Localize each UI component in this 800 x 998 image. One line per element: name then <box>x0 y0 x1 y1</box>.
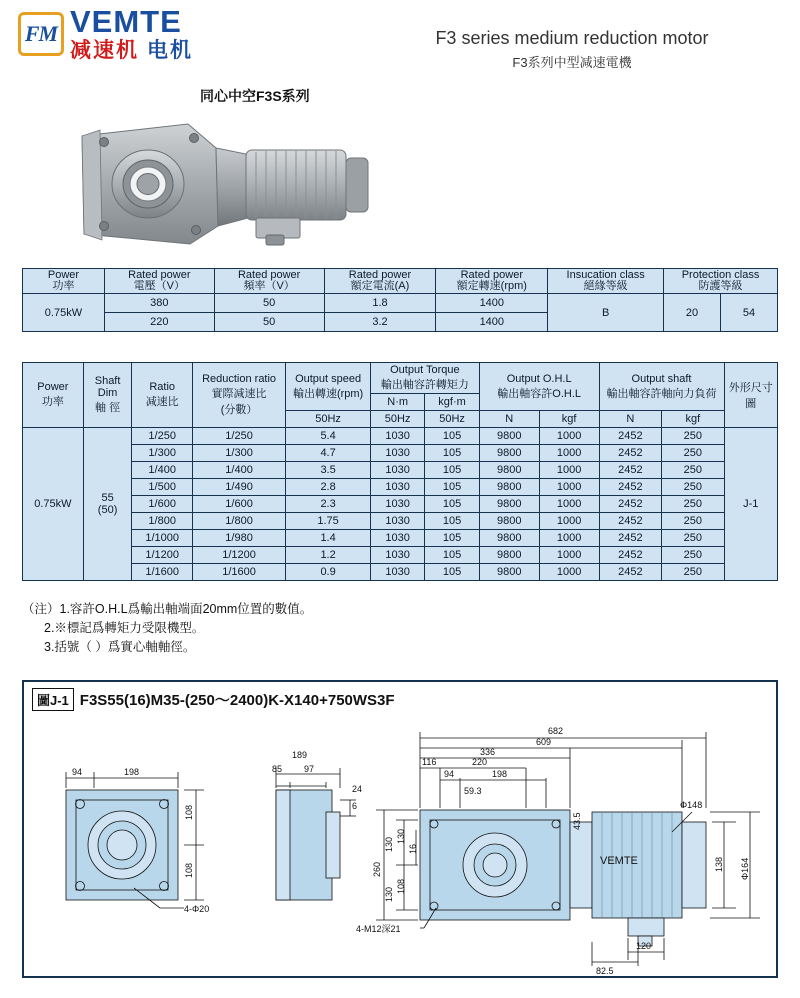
cell-axial-n: 2452 <box>599 564 662 581</box>
th-unit-nm: N·m <box>370 394 424 411</box>
cell-ohl-n: 9800 <box>479 547 539 564</box>
title-english: F3 series medium reduction motor <box>435 28 709 48</box>
cell-torque-nm: 1030 <box>370 479 424 496</box>
brand-name: VEMTE <box>70 4 182 39</box>
cell-ratio: 1/1000 <box>132 530 192 547</box>
table-header-row <box>23 269 778 294</box>
table-row <box>23 462 778 479</box>
dim-198: 198 <box>124 767 140 777</box>
cell-torque-kgfm: 105 <box>425 513 479 530</box>
th-output-speed: Output speed 輸出轉速(rpm) <box>286 363 371 411</box>
cell-frequency: 50 <box>214 294 324 313</box>
cell-frequency: 50 <box>214 313 324 332</box>
th-current: Rated power 額定電流(A) <box>324 269 436 294</box>
cell-axial-kgf: 250 <box>662 564 724 581</box>
cell-real-ratio: 1/250 <box>192 428 285 445</box>
table-header-row <box>23 363 778 394</box>
dim-hole-mid: 4-M12深21 <box>356 924 401 934</box>
cell-speed: 1400 <box>436 313 548 332</box>
th-ratio: Ratio 减速比 <box>132 363 192 428</box>
cell-axial-kgf: 250 <box>662 479 724 496</box>
cell-torque-nm: 1030 <box>370 462 424 479</box>
cell-speed: 1400 <box>436 294 548 313</box>
cell-real-ratio: 1/1600 <box>192 564 285 581</box>
cell-ohl-n: 9800 <box>479 530 539 547</box>
cell-voltage: 380 <box>104 294 214 313</box>
assembly-view <box>376 732 760 966</box>
dim-120: 120 <box>636 941 652 951</box>
th-unit-speed: 50Hz <box>286 411 371 428</box>
middle-side-view <box>276 768 356 900</box>
product-photo <box>0 108 800 258</box>
page-header <box>0 0 800 78</box>
dim-59-3: 59.3 <box>464 786 482 796</box>
cell-ohl-kgf: 1000 <box>539 513 599 530</box>
cell-torque-kgfm: 105 <box>425 462 479 479</box>
table-row <box>23 479 778 496</box>
cell-current: 1.8 <box>324 294 436 313</box>
cell-axial-n: 2452 <box>599 513 662 530</box>
cell-ratio: 1/300 <box>132 445 192 462</box>
dim-609: 609 <box>536 737 552 747</box>
th-power: Power 功率 <box>23 269 105 294</box>
cell-axial-n: 2452 <box>599 530 662 547</box>
cell-ohl-kgf: 1000 <box>539 496 599 513</box>
cell-ohl-kgf: 1000 <box>539 479 599 496</box>
th-dimension-figure: 外形尺寸圖 <box>724 363 778 428</box>
brand-cn-1: 减速机 <box>70 39 139 62</box>
footnote-1: （注）1.容許O.H.L爲輸出軸端面20mm位置的數值。 <box>22 602 313 616</box>
brand-cn-2: 电机 <box>147 39 193 62</box>
th-shaft-dim: Shaft Dim 軸 徑 <box>83 363 132 428</box>
th-output-shaft: Output shaft 輸出軸容許軸向力負荷 <box>599 363 724 411</box>
cell-ohl-kgf: 1000 <box>539 564 599 581</box>
table-row <box>23 445 778 462</box>
dim-phi164: Φ164 <box>740 857 750 880</box>
figure-tag: 圖J-1 <box>32 688 74 711</box>
cell-ohl-n: 9800 <box>479 564 539 581</box>
th-insulation: Insucation class 絕緣等級 <box>548 269 664 294</box>
th-reduction-ratio: Reduction ratio 實際减速比 (分數） <box>192 363 285 428</box>
cell-current: 3.2 <box>324 313 436 332</box>
dim-220: 220 <box>472 757 488 767</box>
technical-drawing <box>24 712 776 976</box>
cell-output-speed: 3.5 <box>286 462 371 479</box>
left-end-view <box>66 772 204 908</box>
dim-hole-left: 4-Φ20 <box>184 904 210 914</box>
brand-logo <box>18 6 193 61</box>
cell-torque-kgfm: 105 <box>425 564 479 581</box>
dim-94b: 94 <box>444 769 455 779</box>
th-speed: Rated power 額定轉速(rpm) <box>436 269 548 294</box>
dim-82-5: 82.5 <box>596 966 614 976</box>
cell-ohl-kgf: 1000 <box>539 428 599 445</box>
cell-axial-n: 2452 <box>599 547 662 564</box>
cell-real-ratio: 1/300 <box>192 445 285 462</box>
cell-ratio: 1/500 <box>132 479 192 496</box>
th-unit-kgf2: kgf <box>662 411 724 428</box>
th-output-ohl: Output O.H.L 輸出軸容許O.H.L <box>479 363 599 411</box>
cell-torque-kgfm: 105 <box>425 479 479 496</box>
cell-dimension-figure: J-1 <box>724 428 778 581</box>
series-subtitle: 同心中空F3S系列 <box>200 88 310 104</box>
cell-ratio: 1/1600 <box>132 564 192 581</box>
brand-label: VEMTE <box>600 855 638 867</box>
dim-116: 116 <box>422 757 437 767</box>
th-unit-n: N <box>479 411 539 428</box>
table-row <box>23 428 778 445</box>
dim-130b: 130 <box>384 886 394 902</box>
cell-ohl-n: 9800 <box>479 462 539 479</box>
dim-94: 94 <box>72 767 83 777</box>
cell-protection-b: 54 <box>721 294 778 332</box>
cell-real-ratio: 1/800 <box>192 513 285 530</box>
cell-ohl-n: 9800 <box>479 445 539 462</box>
cell-ohl-n: 9800 <box>479 513 539 530</box>
cell-torque-nm: 1030 <box>370 564 424 581</box>
cell-protection-a: 20 <box>664 294 721 332</box>
cell-axial-n: 2452 <box>599 445 662 462</box>
cell-real-ratio: 1/1200 <box>192 547 285 564</box>
cell-output-speed: 2.8 <box>286 479 371 496</box>
th-unit-kgf: kgf <box>539 411 599 428</box>
cell-ratio: 1/400 <box>132 462 192 479</box>
cell-ohl-kgf: 1000 <box>539 530 599 547</box>
drawing-title <box>32 688 395 711</box>
cell-real-ratio: 1/980 <box>192 530 285 547</box>
cell-torque-nm: 1030 <box>370 513 424 530</box>
cell-ohl-kgf: 1000 <box>539 462 599 479</box>
cell-ratio: 1/1200 <box>132 547 192 564</box>
brand-chinese <box>70 40 193 61</box>
cell-axial-n: 2452 <box>599 428 662 445</box>
cell-ohl-n: 9800 <box>479 479 539 496</box>
cell-axial-n: 2452 <box>599 462 662 479</box>
dim-97: 97 <box>304 764 315 774</box>
th-unit-speed-kgfm: 50Hz <box>425 411 479 428</box>
footnotes <box>22 600 312 657</box>
cell-axial-kgf: 250 <box>662 428 724 445</box>
dim-108e: 108 <box>396 878 406 894</box>
cell-ohl-n: 9800 <box>479 496 539 513</box>
dim-6: 6 <box>352 801 358 811</box>
dim-phi148: Φ148 <box>680 800 703 810</box>
logo-badge-icon <box>18 12 64 56</box>
rated-power-table <box>22 268 778 332</box>
table-row <box>23 530 778 547</box>
cell-torque-nm: 1030 <box>370 530 424 547</box>
title-chinese: F3系列中型减速電機 <box>512 55 632 70</box>
th-output-torque: Output Torque 輸出軸容許轉矩力 <box>370 363 479 394</box>
cell-power: 0.75kW <box>23 294 105 332</box>
cell-torque-kgfm: 105 <box>425 530 479 547</box>
dim-138: 138 <box>714 856 724 872</box>
cell-ratio: 1/600 <box>132 496 192 513</box>
dimension-drawing-panel <box>22 680 778 978</box>
cell-real-ratio: 1/490 <box>192 479 285 496</box>
cell-torque-kgfm: 105 <box>425 496 479 513</box>
cell-ohl-kgf: 1000 <box>539 445 599 462</box>
cell-torque-nm: 1030 <box>370 547 424 564</box>
th-power: Power 功率 <box>23 363 84 428</box>
cell-axial-kgf: 250 <box>662 547 724 564</box>
cell-torque-nm: 1030 <box>370 428 424 445</box>
cell-torque-kgfm: 105 <box>425 428 479 445</box>
specification-table <box>22 362 778 581</box>
cell-output-speed: 1.4 <box>286 530 371 547</box>
table-row <box>23 294 778 313</box>
cell-output-speed: 4.7 <box>286 445 371 462</box>
dim-43-5: 43.5 <box>572 812 582 830</box>
cell-axial-n: 2452 <box>599 496 662 513</box>
cell-axial-kgf: 250 <box>662 496 724 513</box>
th-voltage: Rated power 電壓（V） <box>104 269 214 294</box>
cell-voltage: 220 <box>104 313 214 332</box>
logo-mark-text: FM <box>24 20 58 46</box>
dim-85: 85 <box>272 764 283 774</box>
cell-torque-nm: 1030 <box>370 445 424 462</box>
footnote-3: 3.括號（ ）爲實心軸軸徑。 <box>44 640 196 654</box>
dim-130c: 130 <box>396 828 406 844</box>
dim-16: 16 <box>408 843 418 854</box>
table-row <box>23 564 778 581</box>
table-row <box>23 513 778 530</box>
dim-108b: 108 <box>184 862 194 878</box>
cell-axial-kgf: 250 <box>662 513 724 530</box>
table-row <box>23 496 778 513</box>
gearbox-illustration <box>60 114 400 254</box>
dim-260: 260 <box>372 861 382 877</box>
cell-ohl-n: 9800 <box>479 428 539 445</box>
dim-24: 24 <box>352 784 363 794</box>
figure-model-name: F3S55(16)M35-(250～2400)K-X140+750WS3F <box>79 692 395 709</box>
cell-ratio: 1/250 <box>132 428 192 445</box>
dim-198b: 198 <box>492 769 508 779</box>
th-unit-kgfm: kgf·m <box>425 394 479 411</box>
cell-torque-kgfm: 105 <box>425 547 479 564</box>
cell-shaft-dim: 55 (50) <box>83 428 132 581</box>
cell-output-speed: 5.4 <box>286 428 371 445</box>
cell-axial-kgf: 250 <box>662 445 724 462</box>
cell-output-speed: 1.75 <box>286 513 371 530</box>
cell-axial-n: 2452 <box>599 479 662 496</box>
dim-108a: 108 <box>184 804 194 820</box>
cell-ohl-kgf: 1000 <box>539 547 599 564</box>
cell-output-speed: 1.2 <box>286 547 371 564</box>
cell-real-ratio: 1/400 <box>192 462 285 479</box>
cell-insulation: B <box>548 294 664 332</box>
cell-real-ratio: 1/600 <box>192 496 285 513</box>
cell-torque-kgfm: 105 <box>425 445 479 462</box>
cell-output-speed: 2.3 <box>286 496 371 513</box>
cell-ratio: 1/800 <box>132 513 192 530</box>
cell-axial-kgf: 250 <box>662 530 724 547</box>
cell-torque-nm: 1030 <box>370 496 424 513</box>
dim-336: 336 <box>480 747 496 757</box>
th-unit-n2: N <box>599 411 662 428</box>
cell-axial-kgf: 250 <box>662 462 724 479</box>
document-title <box>362 28 782 71</box>
th-frequency: Rated power 頻率（V） <box>214 269 324 294</box>
dim-189: 189 <box>292 750 308 760</box>
cell-output-speed: 0.9 <box>286 564 371 581</box>
th-unit-speed-nm: 50Hz <box>370 411 424 428</box>
cell-power: 0.75kW <box>23 428 84 581</box>
footnote-2: 2.※標記爲轉矩力受限機型。 <box>44 621 205 635</box>
table-row <box>23 547 778 564</box>
th-protection: Protection class 防護等級 <box>664 269 778 294</box>
dim-682: 682 <box>548 726 564 736</box>
dim-130a: 130 <box>384 836 394 852</box>
